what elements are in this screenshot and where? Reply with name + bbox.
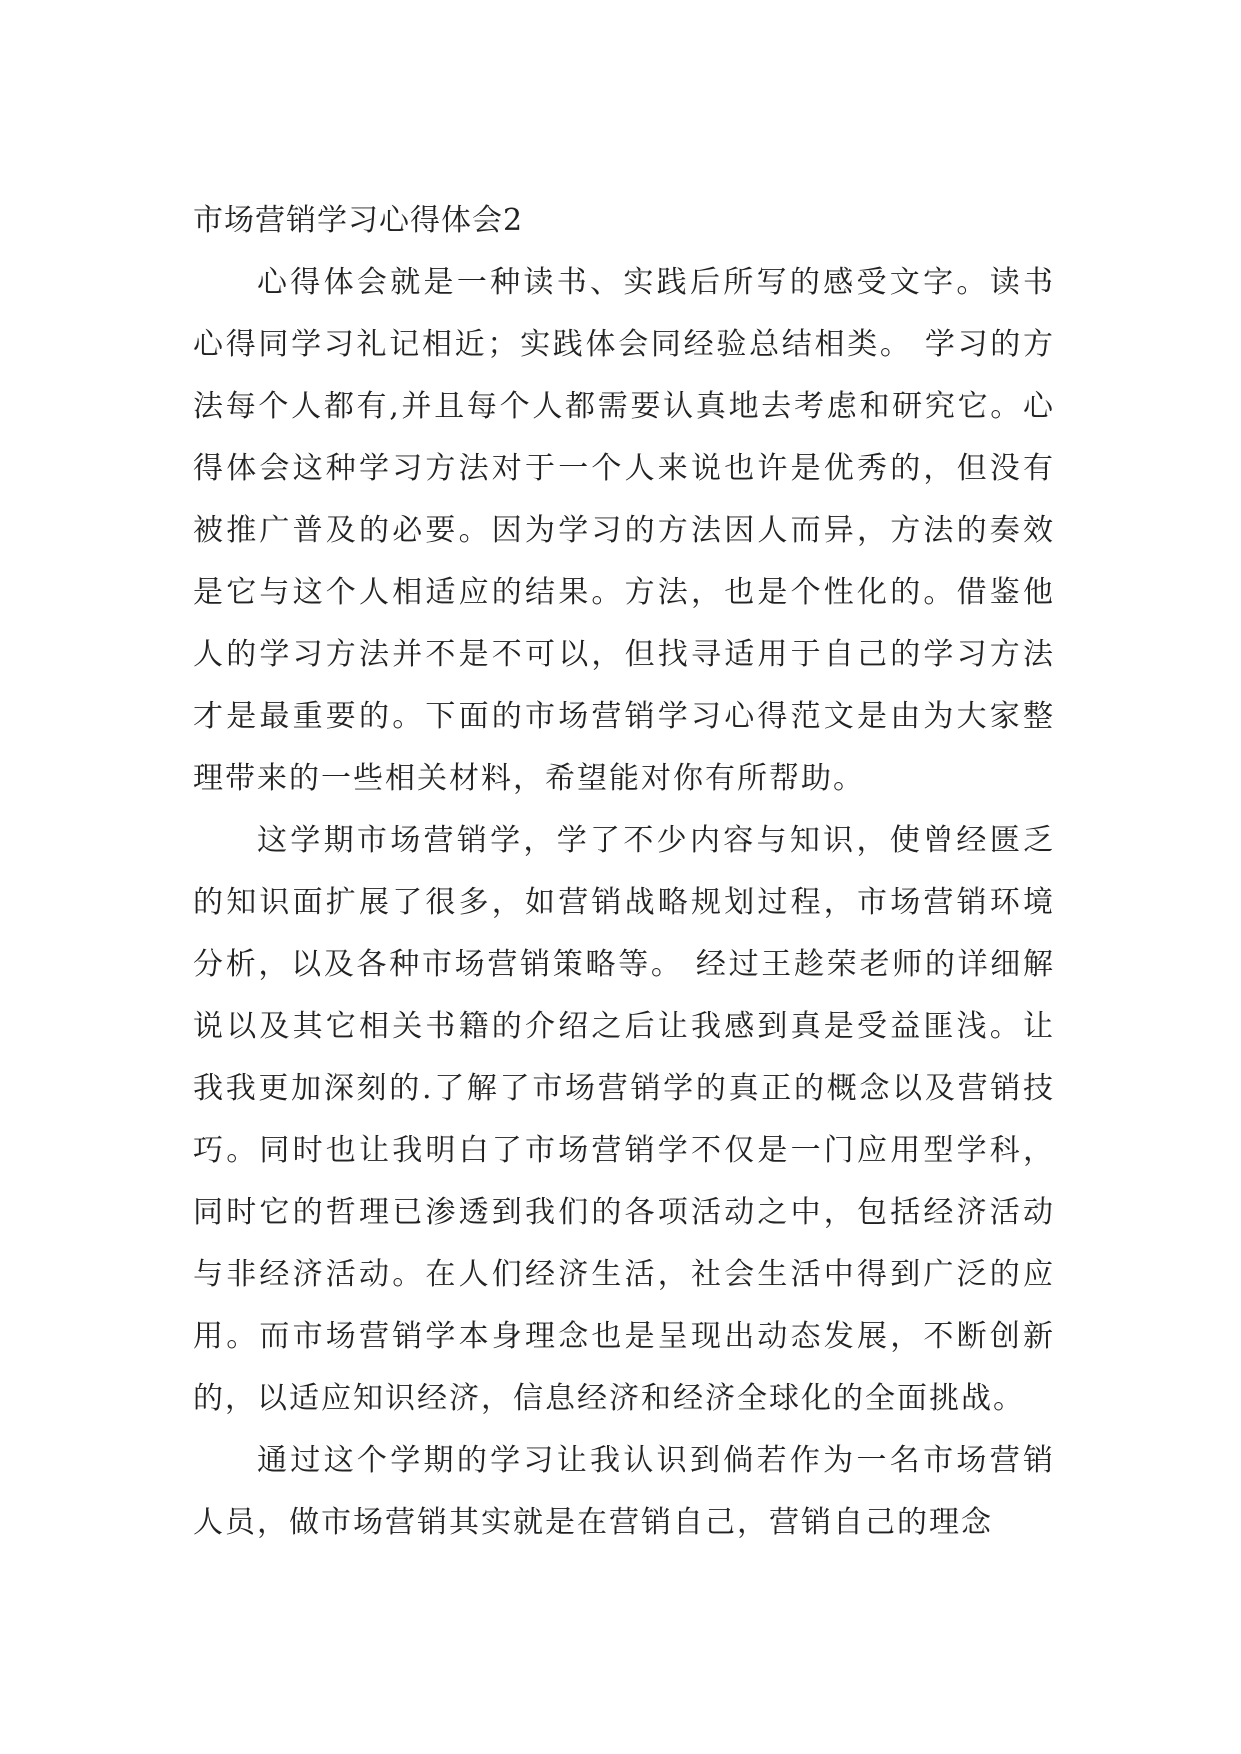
document-title: 市场营销学习心得体会2 bbox=[193, 203, 524, 238]
document-body bbox=[193, 190, 1055, 1554]
paragraph-course-review: 这学期市场营销学，学了不少内容与知识，使曾经匮乏的知识面扩展了很多，如营销战略规划过程，市场营销环境分析，以及各种市场营销策略等。 经过王趁荣老师的详细解说以及其它相关书籍的介绍之后让我感到真是受益匪浅。让我我更加深刻的.了解了市场营销学的真正的概念以及营销技巧。同时也让我明白了市场营销学不仅是一门应用型学科，同时它的哲理已渗透到我们的各项活动之中，包括经济活动与非经济活动。在人们经济生活，社会生活中得到广泛的应用。而市场营销学本身理念也是呈现出动态发展，不断创新的，以适应知识经济，信息经济和经济全球化的全面挑战。 bbox=[193, 823, 1055, 1416]
paragraph-intro: 心得体会就是一种读书、实践后所写的感受文字。读书心得同学习礼记相近；实践体会同经验总结相类。 学习的方法每个人都有,并且每个人都需要认真地去考虑和研究它。心得体会这种学习方法对于一个人来说也许是优秀的，但没有被推广普及的必要。因为学习的方法因人而异，方法的奏效是它与这个人相适应的结果。方法，也是个性化的。借鉴他人的学习方法并不是不可以，但找寻适用于自己的学习方法才是最重要的。下面的市场营销学习心得范文是由为大家整理带来的一些相关材料，希望能对你有所帮助。 bbox=[193, 265, 1055, 796]
paragraph-reflection: 通过这个学期的学习让我认识到倘若作为一名市场营销人员，做市场营销其实就是在营销自己，营销自己的理念 bbox=[193, 1443, 1055, 1540]
